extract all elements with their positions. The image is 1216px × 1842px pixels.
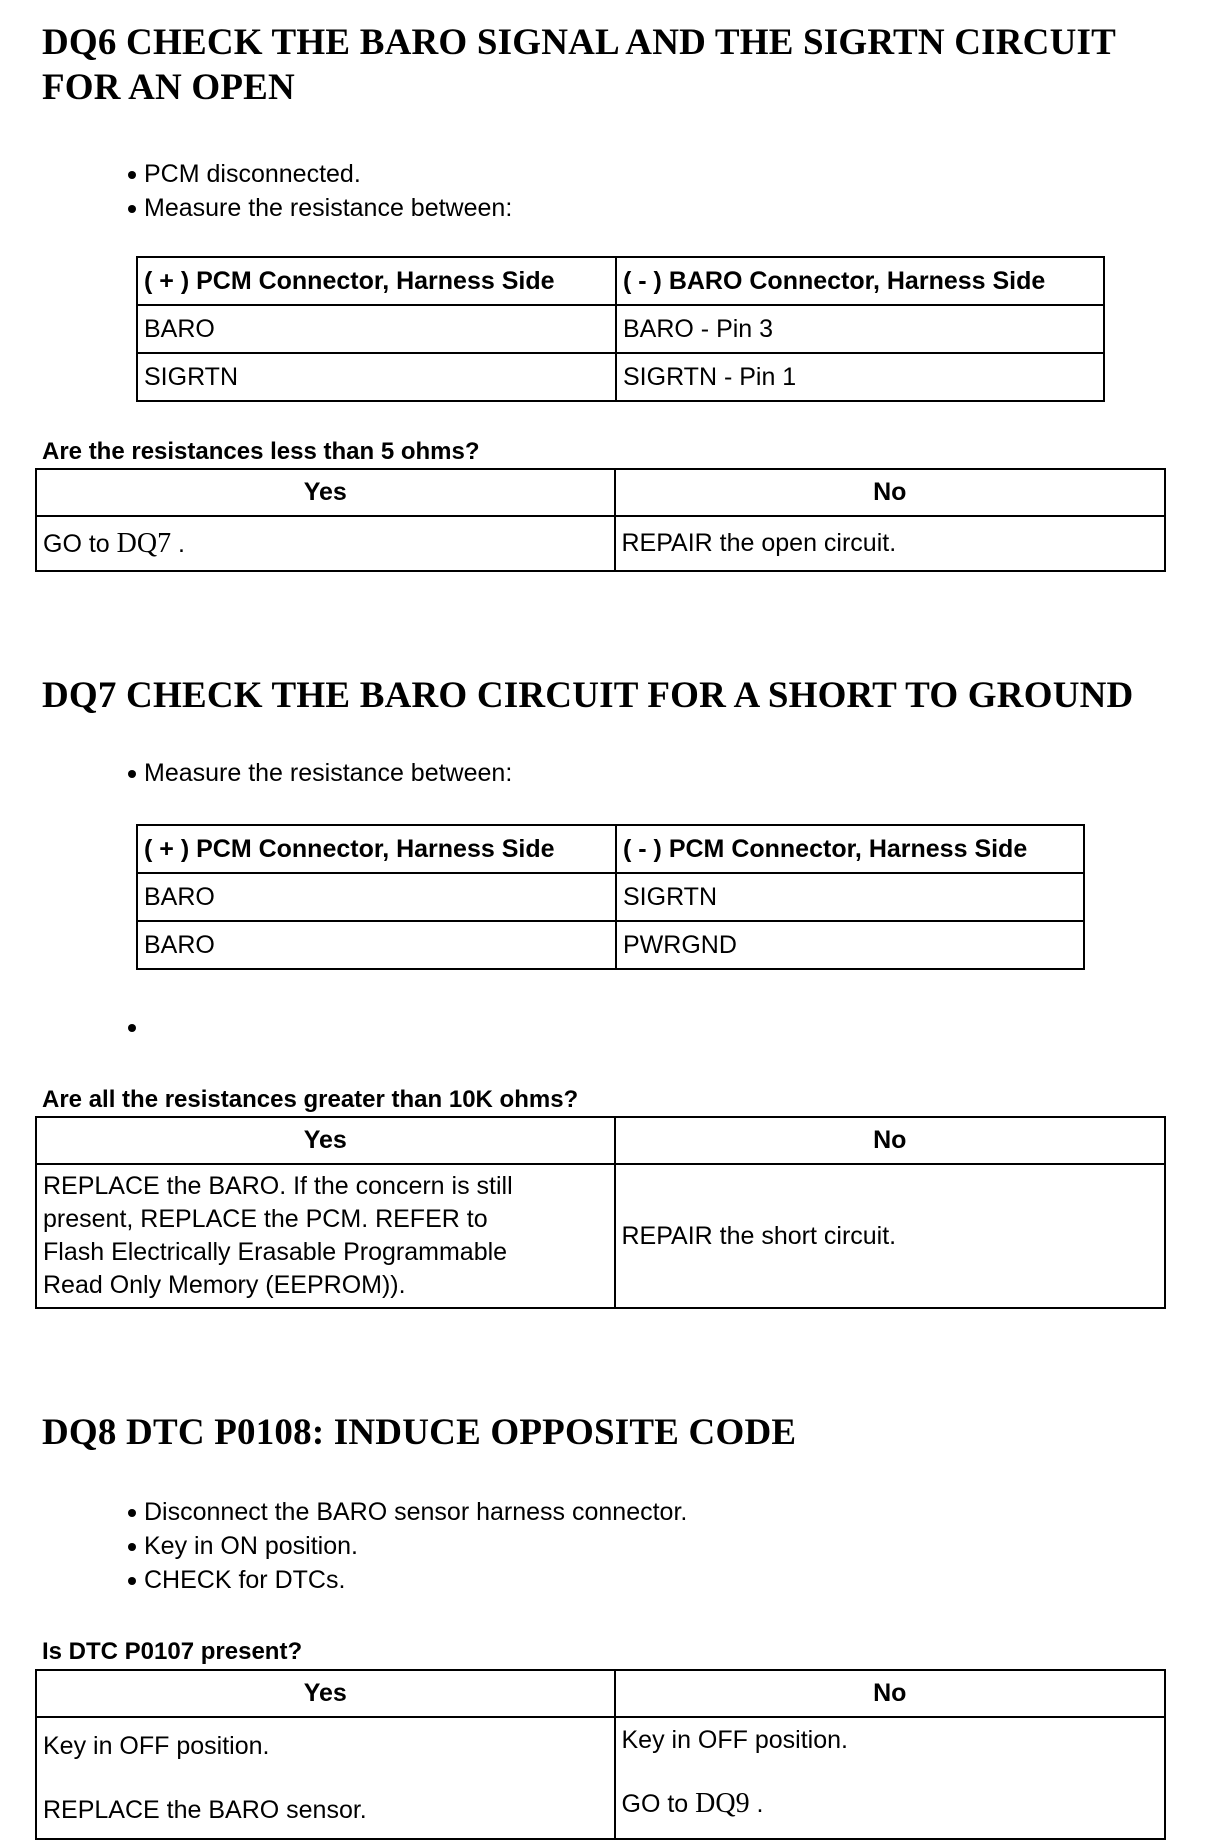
table-cell: BARO - Pin 3 bbox=[616, 305, 1104, 353]
dq8-answer-table bbox=[35, 1669, 1166, 1840]
table-row bbox=[36, 1164, 1165, 1308]
yes-text-line: present, REPLACE the PCM. REFER to bbox=[43, 1205, 488, 1233]
dq7-connector-table bbox=[136, 824, 1085, 970]
dq6-bullet-list bbox=[126, 157, 512, 225]
table-header-row bbox=[36, 1117, 1165, 1164]
table-row bbox=[137, 305, 1104, 353]
dq9-link[interactable]: DQ9 bbox=[695, 1788, 750, 1819]
list-item: PCM disconnected. bbox=[126, 157, 512, 191]
yes-text-line: Read Only Memory (EEPROM)). bbox=[43, 1271, 406, 1299]
yes-text-line: Key in OFF position. bbox=[43, 1732, 270, 1760]
dq6-question: Are the resistances less than 5 ohms? bbox=[42, 438, 480, 465]
no-cell: REPAIR the open circuit. bbox=[615, 516, 1166, 571]
no-text-suffix: . bbox=[756, 1790, 764, 1818]
table-cell: BARO bbox=[137, 873, 616, 921]
list-item: CHECK for DTCs. bbox=[126, 1563, 687, 1597]
yes-header: Yes bbox=[36, 1670, 615, 1717]
dq7-bullet-list bbox=[126, 756, 512, 790]
yes-cell bbox=[36, 516, 615, 571]
yes-text-line: REPLACE the BARO. If the concern is still bbox=[43, 1172, 513, 1200]
dq7-question: Are all the resistances greater than 10K ohms? bbox=[42, 1086, 579, 1113]
dq8-heading: DQ8 DTC P0108: INDUCE OPPOSITE CODE bbox=[42, 1412, 797, 1453]
column-header: ( + ) PCM Connector, Harness Side bbox=[137, 825, 616, 873]
table-cell: BARO bbox=[137, 921, 616, 969]
dq6-heading-line2: FOR AN OPEN bbox=[42, 67, 295, 108]
table-header-row bbox=[36, 469, 1165, 516]
yes-cell bbox=[36, 1164, 615, 1308]
table-cell: SIGRTN bbox=[137, 353, 616, 401]
dq7-link[interactable]: DQ7 bbox=[116, 527, 172, 559]
table-row bbox=[36, 516, 1165, 571]
yes-text-line: Flash Electrically Erasable Programmable bbox=[43, 1238, 508, 1266]
table-cell: SIGRTN - Pin 1 bbox=[616, 353, 1104, 401]
no-header: No bbox=[615, 1117, 1166, 1164]
table-cell: PWRGND bbox=[616, 921, 1084, 969]
dq7-heading: DQ7 CHECK THE BARO CIRCUIT FOR A SHORT TO GROUND bbox=[42, 675, 1134, 716]
dq7-answer-table bbox=[35, 1116, 1166, 1309]
yes-suffix: . bbox=[178, 529, 185, 558]
no-cell bbox=[615, 1717, 1166, 1839]
yes-text: GO to bbox=[43, 529, 110, 558]
dq6-heading-line1: DQ6 CHECK THE BARO SIGNAL AND THE SIGRTN CIRCUIT bbox=[42, 22, 1117, 63]
dq8-bullet-list bbox=[126, 1495, 687, 1597]
empty-bullet bbox=[128, 1024, 136, 1032]
table-cell: BARO bbox=[137, 305, 616, 353]
list-item: Measure the resistance between: bbox=[126, 756, 512, 790]
list-item: Disconnect the BARO sensor harness connector. bbox=[126, 1495, 687, 1529]
table-cell: SIGRTN bbox=[616, 873, 1084, 921]
no-text-prefix: GO to bbox=[621, 1790, 689, 1818]
dq8-question: Is DTC P0107 present? bbox=[42, 1638, 303, 1665]
no-header: No bbox=[615, 1670, 1166, 1717]
list-item: Key in ON position. bbox=[126, 1529, 687, 1563]
table-row bbox=[137, 873, 1084, 921]
table-row bbox=[36, 1717, 1165, 1839]
column-header: ( - ) PCM Connector, Harness Side bbox=[616, 825, 1084, 873]
yes-header: Yes bbox=[36, 469, 615, 516]
dq6-heading bbox=[42, 20, 1116, 110]
table-header-row bbox=[36, 1670, 1165, 1717]
dq6-connector-table bbox=[136, 256, 1105, 402]
yes-cell bbox=[36, 1717, 615, 1839]
yes-header: Yes bbox=[36, 1117, 615, 1164]
no-cell: REPAIR the short circuit. bbox=[615, 1164, 1166, 1308]
yes-text-line: REPLACE the BARO sensor. bbox=[43, 1796, 367, 1824]
table-row bbox=[137, 921, 1084, 969]
column-header: ( - ) BARO Connector, Harness Side bbox=[616, 257, 1104, 305]
no-text-line: Key in OFF position. bbox=[621, 1726, 848, 1754]
table-row bbox=[137, 353, 1104, 401]
list-item: Measure the resistance between: bbox=[126, 191, 512, 225]
no-header: No bbox=[615, 469, 1166, 516]
column-header: ( + ) PCM Connector, Harness Side bbox=[137, 257, 616, 305]
table-header-row bbox=[137, 825, 1084, 873]
table-header-row bbox=[137, 257, 1104, 305]
dq6-answer-table bbox=[35, 468, 1166, 572]
